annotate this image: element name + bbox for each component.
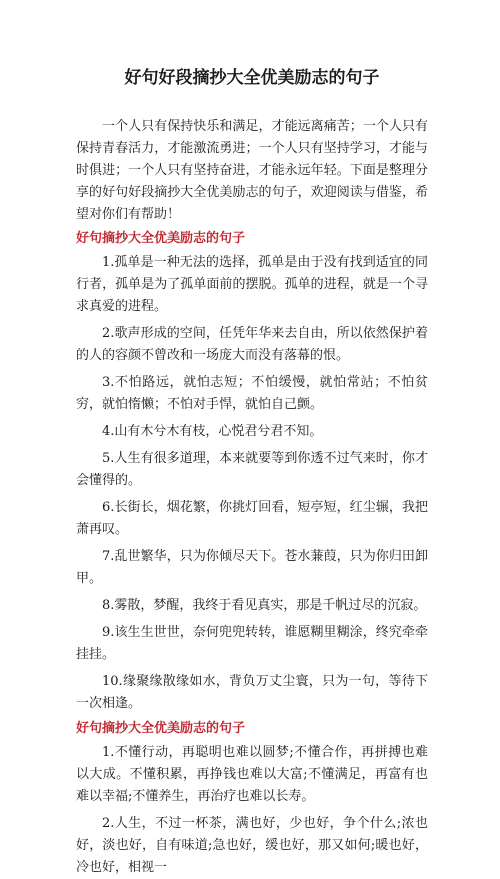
list-item: 7.乱世繁华，只为你倾尽天下。苍水蒹葭，只为你归田卸甲。 <box>76 549 428 586</box>
intro-paragraph: 一个人只有保持快乐和满足，才能远离痛苦；一个人只有保持青春活力，才能激流勇进；一个人只有坚持学习，才能与时俱进；一个人只有坚持奋进，才能永远年轻。下面是整理分享的好句好段摘抄大全优美励志的句子，欢迎阅读与借鉴，希望对你们有帮助！ <box>76 119 428 222</box>
list-item: 2.人生，不过一杯茶，满也好，少也好，争个什么;浓也好，淡也好，自有味道;急也好，缓也好，那又如何;暖也好，冷也好，相视一 <box>76 816 428 875</box>
list-item: 10.缘聚缘散缘如水，背负万丈尘寰，只为一句，等待下一次相逢。 <box>76 674 428 711</box>
section-heading: 好句摘抄大全优美励志的句子 <box>76 231 246 246</box>
section-heading: 好句摘抄大全优美励志的句子 <box>76 721 246 736</box>
list-item: 9.该生生世世，奈何兜兜转转，谁愿糊里糊涂，终究牵牵挂挂。 <box>76 625 428 662</box>
list-item: 5.人生有很多道理，本来就要等到你透不过气来时，你才会懂得的。 <box>76 451 428 488</box>
section-2 <box>76 720 428 879</box>
list-item: 2.歌声形成的空间，任凭年华来去自由，所以依然保护着的人的容颜不曾改和一场庞大而没有落幕的恨。 <box>76 326 428 363</box>
list-item: 1.不懂行动，再聪明也难以圆梦;不懂合作，再拼搏也难以大成。不懂积累，再挣钱也难以大富;不懂满足，再富有也难以幸福;不懂养生，再治疗也难以长寿。 <box>76 745 428 804</box>
list-item: 3.不怕路远，就怕志短；不怕缓慢，就怕常站；不怕贫穷，就怕惰懒；不怕对手悍，就怕自己颤。 <box>76 375 428 412</box>
section-1 <box>76 230 428 715</box>
list-item: 1.孤单是一种无法的选择，孤单是由于没有找到适宜的同行者，孤单是为了孤单面前的摆脱。孤单的进程，就是一个寻求真爱的进程。 <box>76 255 428 314</box>
list-item: 8.雾散，梦醒，我终于看见真实，那是千帆过尽的沉寂。 <box>102 598 427 613</box>
list-item: 4.山有木兮木有枝，心悦君兮君不知。 <box>102 424 323 439</box>
document-title: 好句好段摘抄大全优美励志的句子 <box>124 68 380 88</box>
list-item: 6.长街长，烟花繁，你挑灯回看，短亭短，红尘辗，我把萧再叹。 <box>76 500 428 537</box>
